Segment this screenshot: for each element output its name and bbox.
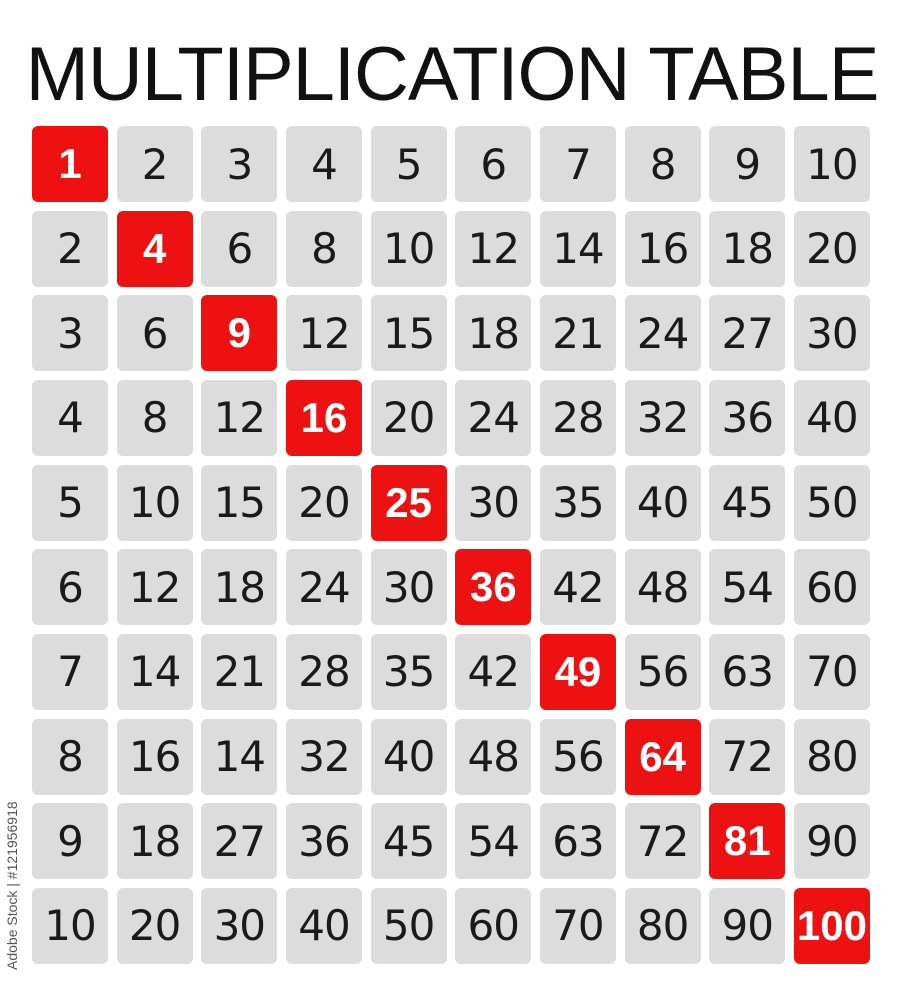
table-cell-square: 64 [625,719,701,795]
table-cell: 90 [709,888,785,964]
table-cell: 16 [625,211,701,287]
stock-watermark: Adobe Stock | #121956918 [4,801,20,970]
table-cell: 30 [455,465,531,541]
table-cell: 50 [794,465,870,541]
table-cell-square: 9 [201,295,277,371]
table-cell: 24 [286,549,362,625]
table-cell: 35 [371,634,447,710]
table-cell: 24 [455,380,531,456]
table-cell: 42 [455,634,531,710]
table-cell: 9 [709,126,785,202]
table-cell: 40 [794,380,870,456]
table-cell: 63 [540,803,616,879]
table-cell: 15 [371,295,447,371]
table-cell: 18 [201,549,277,625]
table-cell: 12 [455,211,531,287]
table-cell: 6 [32,549,108,625]
table-cell: 80 [794,719,870,795]
table-cell-square: 100 [794,888,870,964]
table-cell: 10 [371,211,447,287]
table-cell: 80 [625,888,701,964]
table-cell: 24 [625,295,701,371]
table-cell: 18 [709,211,785,287]
table-cell: 14 [201,719,277,795]
table-cell: 28 [286,634,362,710]
table-cell: 45 [371,803,447,879]
table-cell: 20 [794,211,870,287]
table-cell: 54 [455,803,531,879]
table-cell: 10 [794,126,870,202]
table-cell: 27 [201,803,277,879]
table-cell: 36 [286,803,362,879]
table-cell: 6 [201,211,277,287]
table-cell: 6 [117,295,193,371]
table-cell: 12 [117,549,193,625]
table-cell: 16 [117,719,193,795]
table-cell: 18 [455,295,531,371]
table-cell: 54 [709,549,785,625]
table-cell: 70 [794,634,870,710]
table-cell: 8 [286,211,362,287]
table-cell: 21 [540,295,616,371]
table-cell: 2 [32,211,108,287]
table-cell: 10 [32,888,108,964]
table-cell: 20 [117,888,193,964]
multiplication-grid [32,126,870,964]
table-cell: 9 [32,803,108,879]
table-cell: 7 [32,634,108,710]
table-cell: 28 [540,380,616,456]
table-cell: 18 [117,803,193,879]
table-cell: 30 [371,549,447,625]
table-cell: 8 [117,380,193,456]
table-cell: 3 [201,126,277,202]
table-cell: 45 [709,465,785,541]
table-cell: 27 [709,295,785,371]
table-cell: 40 [286,888,362,964]
table-cell: 2 [117,126,193,202]
table-cell: 48 [625,549,701,625]
table-cell-square: 4 [117,211,193,287]
table-cell: 15 [201,465,277,541]
table-cell: 90 [794,803,870,879]
table-cell: 14 [540,211,616,287]
table-cell: 42 [540,549,616,625]
table-cell: 35 [540,465,616,541]
table-cell: 56 [540,719,616,795]
table-cell: 14 [117,634,193,710]
table-cell: 63 [709,634,785,710]
table-cell-square: 1 [32,126,108,202]
table-cell: 60 [455,888,531,964]
table-cell: 8 [32,719,108,795]
table-cell: 30 [794,295,870,371]
table-cell: 21 [201,634,277,710]
table-cell-square: 16 [286,380,362,456]
table-cell: 3 [32,295,108,371]
table-cell: 5 [371,126,447,202]
table-cell: 6 [455,126,531,202]
table-cell: 4 [32,380,108,456]
table-cell: 36 [709,380,785,456]
table-cell: 20 [286,465,362,541]
table-cell: 8 [625,126,701,202]
table-cell: 60 [794,549,870,625]
table-cell: 4 [286,126,362,202]
table-cell-square: 25 [371,465,447,541]
table-cell: 40 [371,719,447,795]
table-cell: 32 [625,380,701,456]
table-cell: 72 [709,719,785,795]
table-cell: 32 [286,719,362,795]
table-cell-square: 49 [540,634,616,710]
table-cell: 12 [201,380,277,456]
table-cell: 50 [371,888,447,964]
table-cell: 40 [625,465,701,541]
table-cell: 70 [540,888,616,964]
table-cell: 20 [371,380,447,456]
table-cell-square: 36 [455,549,531,625]
table-cell: 10 [117,465,193,541]
page-title: MULTIPLICATION TABLE [25,32,879,117]
table-cell: 30 [201,888,277,964]
table-cell: 56 [625,634,701,710]
table-cell: 12 [286,295,362,371]
table-cell: 48 [455,719,531,795]
table-cell: 72 [625,803,701,879]
table-cell: 5 [32,465,108,541]
table-cell: 7 [540,126,616,202]
table-cell-square: 81 [709,803,785,879]
